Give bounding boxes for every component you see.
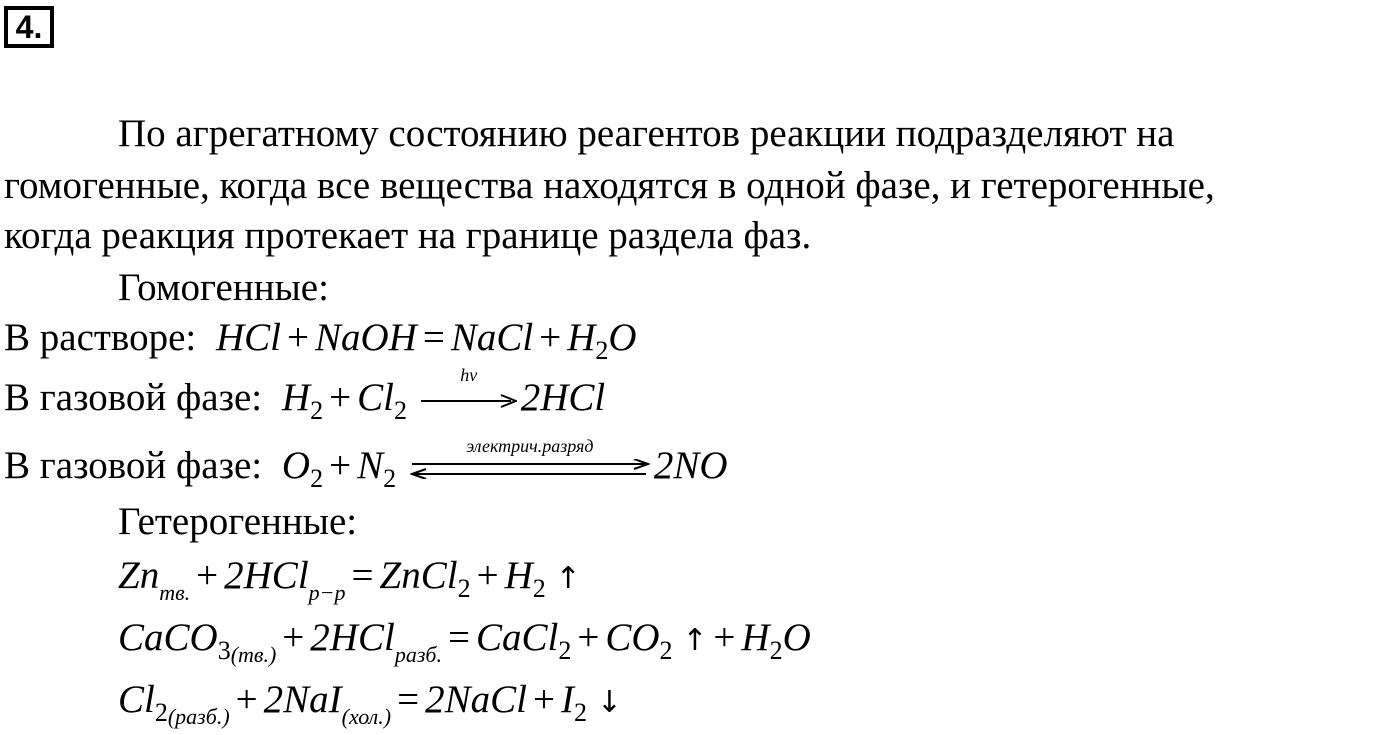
product: 2NaCl bbox=[425, 678, 527, 721]
product: 2NO bbox=[653, 444, 728, 487]
task-number: 4. bbox=[4, 6, 54, 48]
formula: $Cl_{2(разб.)} + 2NaI_{(хол.)}$ = 2NaCl + $I_2$ ↓ bbox=[118, 678, 622, 730]
product: CaCl bbox=[475, 616, 559, 659]
reversible-arrow bbox=[410, 436, 650, 479]
reaction-gas-1 bbox=[4, 365, 606, 426]
product: ZnCl bbox=[379, 554, 458, 597]
subscript: 2 bbox=[659, 636, 673, 666]
product: I bbox=[560, 678, 574, 721]
subscript: (разб.) bbox=[167, 704, 230, 730]
product: H bbox=[567, 316, 596, 359]
arrow-condition: электрич.разряд bbox=[466, 436, 594, 457]
gas-up-arrow-icon: ↑ bbox=[682, 623, 708, 658]
formula: $H_2 + Cl_2$ hv 2HCl bbox=[281, 365, 606, 426]
intro-line-2: гомогенные, когда все вещества находятся в одной фазе, и гетерогенные, bbox=[4, 164, 1215, 207]
formula: HCl + NaOH = NaCl + $H_2O$ bbox=[215, 316, 637, 366]
reaction-label: В газовой фазе: bbox=[4, 444, 263, 487]
reactant: H bbox=[281, 376, 311, 419]
subscript: р−р bbox=[308, 580, 346, 606]
product: H bbox=[504, 554, 533, 597]
reactant: HCl bbox=[215, 316, 281, 359]
subscript: 2 bbox=[457, 574, 471, 604]
reactant: CaCO bbox=[118, 616, 218, 659]
intro-line-3: когда реакция протекает на границе раздела фаз. bbox=[4, 214, 812, 257]
reaction-gas-2 bbox=[4, 436, 728, 494]
reactant: O bbox=[281, 444, 311, 487]
subscript: тв. bbox=[159, 580, 191, 606]
product: 2HCl bbox=[520, 376, 606, 419]
reaction-label: В газовой фазе: bbox=[4, 376, 263, 419]
arrow-condition: hv bbox=[460, 365, 478, 386]
subscript: 2 bbox=[532, 574, 546, 604]
formula-cl2 bbox=[118, 680, 622, 728]
subscript: 2 bbox=[383, 464, 397, 494]
subscript: 2 bbox=[154, 698, 168, 728]
subscript: 2 bbox=[310, 464, 324, 494]
formula: $O_2 + N_2$ электрич.разряд 2NO bbox=[281, 436, 728, 494]
reactant: Cl bbox=[357, 376, 394, 419]
reactant: NaOH bbox=[315, 316, 417, 359]
right-arrow-icon bbox=[421, 394, 517, 408]
formula: CaCO$_{3(тв.)}$ + 2HCl$_{разб.}$ = CaCl$_2$ + $CO_2$ ↑ + $H_2O$ bbox=[118, 616, 811, 668]
subscript: разб. bbox=[394, 642, 442, 668]
product: CO bbox=[605, 616, 660, 659]
subscript: 2 bbox=[769, 636, 783, 666]
formula-caco3 bbox=[118, 618, 811, 666]
subscript: 2 bbox=[310, 396, 324, 426]
reactant: 2HCl bbox=[224, 554, 309, 597]
reactant: Cl bbox=[118, 678, 155, 721]
reactant: Zn bbox=[118, 554, 160, 597]
subscript: 2 bbox=[595, 336, 609, 366]
reactant: N bbox=[357, 444, 384, 487]
subscript: 2 bbox=[573, 698, 587, 728]
intro-line-1: По агрегатному состоянию реагентов реакции подразделяют на bbox=[118, 112, 1175, 155]
subscript: 3 bbox=[217, 636, 231, 666]
reaction-label: В растворе: bbox=[4, 316, 197, 359]
product: H bbox=[741, 616, 770, 659]
subscript: (тв.) bbox=[230, 642, 277, 668]
product-tail: O bbox=[782, 616, 811, 659]
gas-up-arrow-icon: ↑ bbox=[555, 561, 581, 596]
subscript: (хол.) bbox=[341, 704, 392, 730]
subscript: 2 bbox=[558, 636, 572, 666]
reaction-arrow bbox=[421, 365, 517, 408]
heterogeneous-heading: Гетерогенные: bbox=[118, 500, 358, 543]
reaction-solution bbox=[4, 318, 637, 364]
reactant: 2HCl bbox=[310, 616, 395, 659]
formula-zn bbox=[118, 556, 581, 604]
product: NaCl bbox=[450, 316, 534, 359]
homogeneous-heading: Гомогенные: bbox=[118, 266, 329, 309]
formula: $Zn_{тв.} + 2HCl_{р-р}$ = ZnCl$_2$ + $H_2$ ↑ bbox=[118, 554, 581, 606]
product-tail: O bbox=[608, 316, 637, 359]
equilibrium-arrow-icon bbox=[410, 459, 650, 479]
reactant: 2NaI bbox=[263, 678, 342, 721]
subscript: 2 bbox=[393, 396, 407, 426]
precipitate-down-arrow-icon: ↓ bbox=[596, 685, 622, 720]
